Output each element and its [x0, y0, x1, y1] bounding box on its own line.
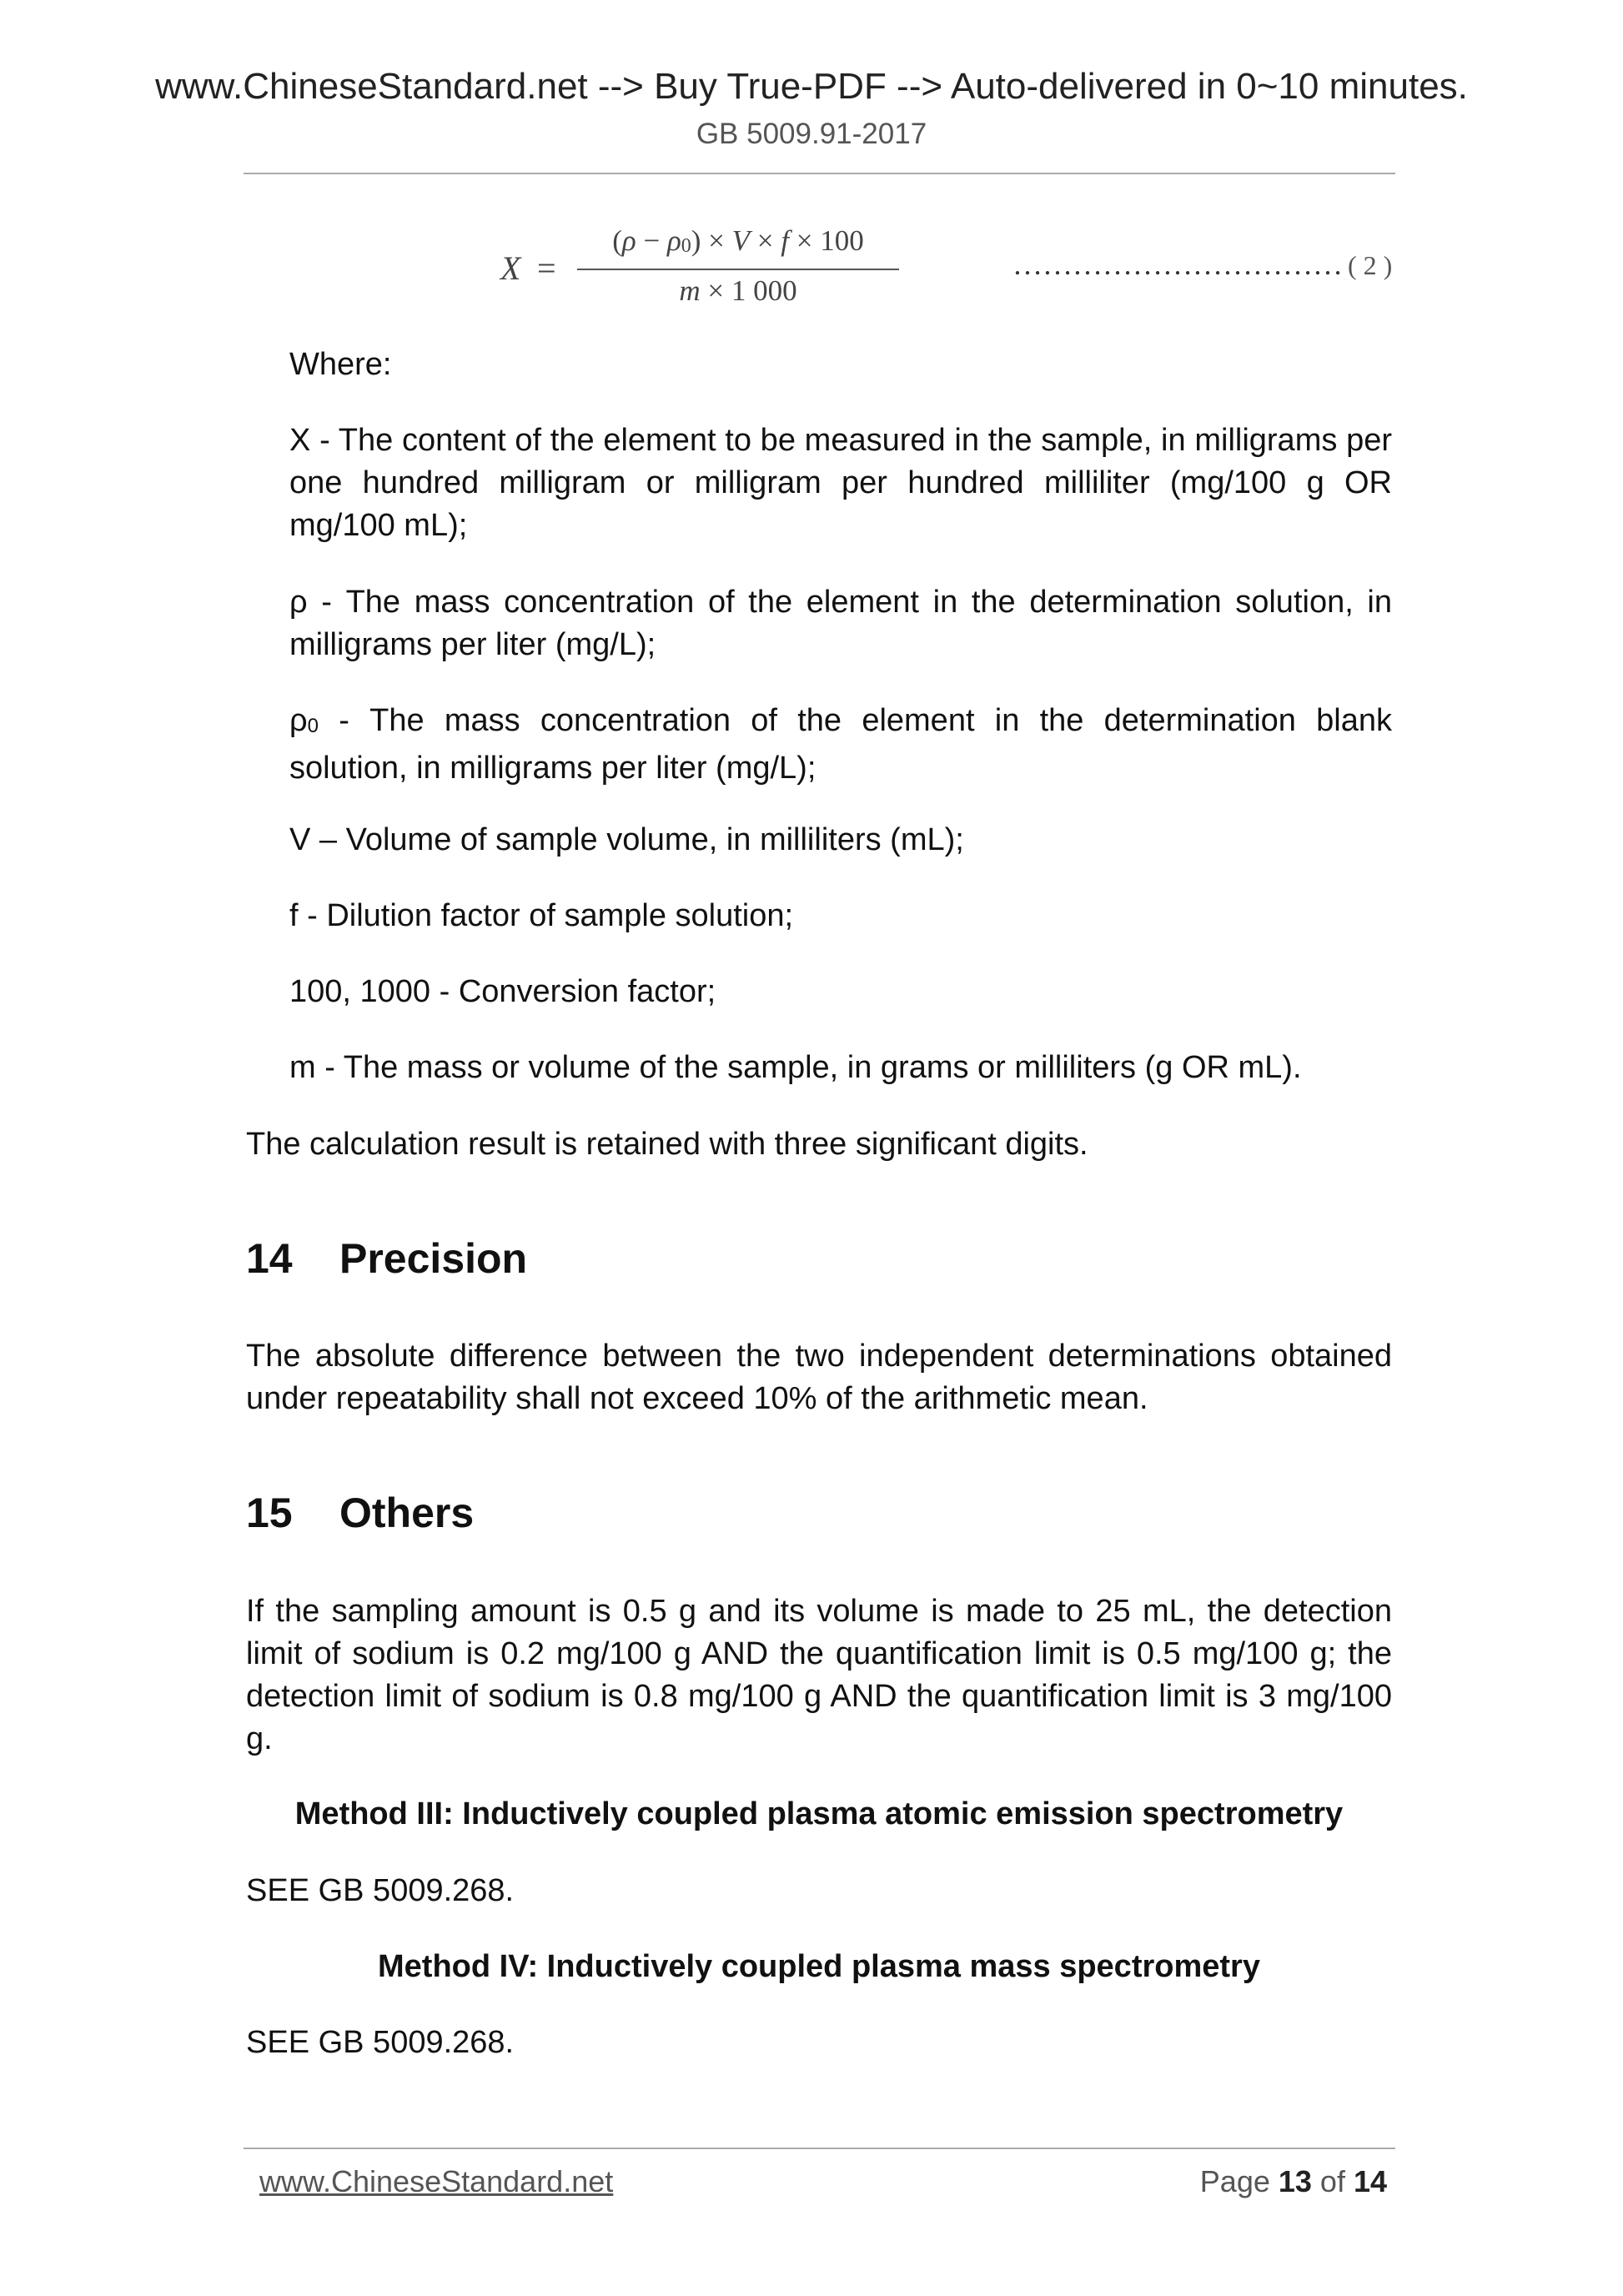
definition-f: f - Dilution factor of sample solution; — [289, 898, 794, 933]
formula-leader — [1012, 247, 1392, 282]
where-intro: Where: — [289, 347, 392, 382]
method-3-body: SEE GB 5009.268. — [246, 1873, 515, 1908]
section-14-heading — [246, 1233, 527, 1284]
definition-v: V – Volume of sample volume, in milliliters (mL); — [289, 822, 964, 857]
equation-number: ( 2 ) — [1348, 250, 1393, 280]
formula-v: V — [731, 224, 751, 257]
formula-2 — [500, 224, 1401, 315]
formula-fraction-bar — [577, 269, 899, 270]
formula-fraction — [577, 224, 899, 309]
formula-m: m — [679, 274, 701, 307]
method-4-body: SEE GB 5009.268. — [246, 2025, 515, 2060]
formula-rho0-subscript: 0 — [681, 235, 691, 257]
method-3-title: Method III: Inductively coupled plasma atomic emission spectrometry — [294, 1796, 1344, 1831]
formula-rho: ρ — [621, 224, 636, 257]
header-banner: www.ChineseStandard.net --> Buy True-PDF --> Auto-delivered in 0~10 minutes. — [155, 66, 1468, 107]
header-divider — [244, 173, 1395, 174]
formula-rho0: ρ — [666, 224, 681, 257]
formula-paren-close: ) — [691, 224, 701, 257]
section-15-heading — [246, 1488, 474, 1538]
rho0-subscript: 0 — [307, 715, 319, 737]
footer-divider — [244, 2148, 1395, 2149]
current-page-number: 13 — [1278, 2164, 1312, 2198]
section-14-title: Precision — [339, 1235, 528, 1282]
formula-f: f — [781, 224, 790, 257]
formula-dots: …………………………… — [1012, 248, 1343, 281]
page-prefix: Page — [1199, 2164, 1279, 2198]
formula-times: × — [750, 224, 781, 257]
method-4-title: Method IV: Inductively coupled plasma mass spectrometry — [378, 1949, 1260, 1984]
footer-site-link[interactable]: www.ChineseStandard.net — [259, 2164, 614, 2198]
formula-denominator — [577, 274, 899, 309]
section-15-body: If the sampling amount is 0.5 g and its volume is made to 25 mL, the detection limit of sodium is 0.2 mg/100 g AND the quantification limit is 0.5 mg/100 g; the detection limit of sodium is 0.8 mg/100 g AND the quantification limit is 3 mg/100 g. — [246, 1594, 1392, 1756]
definition-x: X - The content of the element to be measured in the sample, in milligrams per one hundred milligram or milligram per hundred milliliter (mg/100 g OR mg/100 mL); — [289, 423, 1392, 543]
section-14-body: The absolute difference between the two independent determinations obtained under repeatability shall not exceed 10% of the arithmetic mean. — [246, 1339, 1392, 1416]
rho0-symbol: ρ — [289, 703, 308, 738]
definition-factor: 100, 1000 - Conversion factor; — [289, 974, 716, 1009]
formula-lhs: X — [500, 249, 521, 287]
definition-rho0 — [289, 700, 1392, 790]
definition-m: m - The mass or volume of the sample, in grams or milliliters (g OR mL). — [289, 1050, 1302, 1085]
formula-numerator — [577, 224, 899, 264]
section-15-title: Others — [339, 1490, 475, 1536]
section-15-number: 15 — [246, 1490, 293, 1536]
result-note: The calculation result is retained with three significant digits. — [246, 1127, 1088, 1162]
total-page-count: 14 — [1353, 2164, 1387, 2198]
formula-minus: − — [636, 224, 667, 257]
page-of-label: of — [1311, 2164, 1354, 2198]
formula-equals: = — [537, 249, 556, 287]
formula-times: × — [789, 224, 821, 257]
formula-paren-open: ( — [612, 224, 622, 257]
page-indicator — [1200, 2163, 1387, 2200]
section-14-number: 14 — [246, 1235, 293, 1282]
formula-hundred: 100 — [820, 224, 864, 257]
formula-times: × — [701, 224, 732, 257]
standard-code: GB 5009.91-2017 — [696, 118, 927, 150]
formula-denominator-rest: × 1 000 — [700, 274, 797, 307]
rho0-definition-text: - The mass concentration of the element in the determination blank solution, in milligrams per liter (mg/L); — [289, 703, 1392, 786]
definition-rho: ρ - The mass concentration of the element in the determination solution, in milligrams per liter (mg/L); — [289, 585, 1392, 662]
